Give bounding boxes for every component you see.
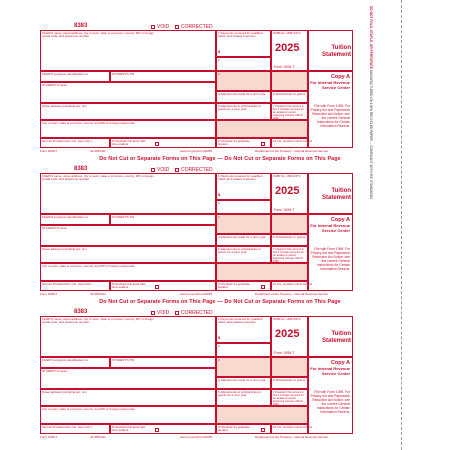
- box10[interactable]: [271, 281, 313, 291]
- box3-extension: [271, 214, 308, 234]
- form-title: Tuition Statement: [321, 45, 351, 58]
- box9-checkbox[interactable]: [261, 428, 265, 432]
- box2[interactable]: [216, 343, 271, 357]
- box5[interactable]: [271, 91, 308, 103]
- box9-label: 9 Checked if a graduate student: [218, 282, 250, 290]
- student-name-label: STUDENT'S name: [42, 369, 68, 373]
- box6[interactable]: [216, 246, 271, 263]
- box5[interactable]: [271, 234, 308, 246]
- do-not-cut-banner-1: Do Not Cut or Separate Forms on This Page — Do Not Cut or Separate Forms on This Page: [99, 156, 341, 162]
- year-box: [271, 316, 308, 357]
- box2-label: 2: [218, 201, 220, 205]
- footer-form: Form 1098-T: [40, 292, 58, 296]
- footer-dept: Department of the Treasury - Internal Revenue Service: [255, 149, 328, 153]
- box7[interactable]: [271, 246, 308, 263]
- dollar-sign: $: [218, 192, 221, 197]
- corrected-label: CORRECTED: [181, 167, 213, 173]
- dollar-sign: $: [218, 49, 221, 54]
- filer-info-label: FILER'S name, street address, city or town, state or province, country, ZIP or foreign postal code, and telephone number: [42, 31, 154, 39]
- box6[interactable]: [216, 103, 271, 120]
- box1[interactable]: [216, 30, 271, 57]
- corrected-label: CORRECTED: [181, 24, 213, 30]
- omb-number: OMB No. 1545-1574: [273, 174, 301, 178]
- street-label: Street address (including apt. no.): [42, 247, 88, 251]
- box5-label: 5 Scholarships or grants: [273, 92, 306, 96]
- box3: [216, 214, 271, 234]
- service-acct-label: Service Provider/Acct. No. (see instr.): [42, 425, 92, 429]
- box5[interactable]: [271, 377, 308, 389]
- box3-extension: [271, 71, 308, 91]
- box4-label: 4 Adjustments made for a prior year: [218, 92, 266, 96]
- reserved-box: [216, 406, 308, 424]
- box8[interactable]: [110, 424, 216, 434]
- copy-box: [308, 71, 353, 148]
- omb-number: OMB No. 1545-1574: [273, 317, 301, 321]
- tax-year: 2025: [275, 42, 300, 54]
- form-name: Form 1098-T: [274, 351, 295, 355]
- box5-label: 5 Scholarships or grants: [273, 378, 306, 382]
- student-name-label: STUDENT'S name: [42, 83, 68, 87]
- box10-label: 10 Ins. contract reimb./refund: [273, 282, 313, 286]
- title-box: [308, 173, 353, 214]
- privacy-notice: File with Form 1096. For Privacy Act and Paperwork Reduction Act Notice, see the current General Instructions for Certain Information Returns.: [310, 104, 350, 128]
- box3: [216, 357, 271, 377]
- corrected-checkbox[interactable]: [175, 168, 179, 172]
- footer-url: www.irs.gov/Form1098T: [180, 292, 213, 296]
- filer-ein-box[interactable]: [40, 357, 110, 368]
- filer-info-label: FILER'S name, street address, city or town, state or province, country, ZIP or foreign postal code, and telephone number: [42, 317, 154, 325]
- year-box: [271, 173, 308, 214]
- copy-label: Copy A: [330, 360, 350, 366]
- box7-label: 7 Checked if the amount in box 1 includes amounts for an academic period beginning January–March 2026: [273, 105, 304, 120]
- box6[interactable]: [216, 389, 271, 406]
- box8-checkbox[interactable]: [155, 428, 159, 432]
- box1[interactable]: [216, 173, 271, 200]
- city-box[interactable]: [40, 120, 216, 138]
- service-acct-label: Service Provider/Acct. No. (see instr.): [42, 282, 92, 286]
- box2[interactable]: [216, 57, 271, 71]
- filer-ein-label: FILER'S employer identification no.: [42, 215, 89, 219]
- box10-label: 10 Ins. contract reimb./refund: [273, 139, 313, 143]
- form-code: 8383: [74, 166, 88, 172]
- omb-number: OMB No. 1545-1574: [273, 31, 301, 35]
- student-tin-label: STUDENT'S TIN: [112, 358, 135, 362]
- box7-label: 7 Checked if the amount in box 1 includes amounts for an academic period beginning January–March 2026: [273, 248, 304, 263]
- footer-url: www.irs.gov/Form1098T: [180, 435, 213, 439]
- street-address-box[interactable]: [40, 246, 216, 263]
- box3: [216, 71, 271, 91]
- perforation-line: [401, 0, 402, 450]
- box3-label: 3: [218, 72, 220, 76]
- box10-label: 10 Ins. contract reimb./refund: [273, 425, 313, 429]
- box9-label: 9 Checked if a graduate student: [218, 139, 250, 147]
- box10[interactable]: [271, 138, 313, 148]
- form-code: 8383: [74, 23, 88, 29]
- city-label: City or town, state or province, country, and ZIP or foreign postal code: [42, 121, 135, 125]
- footer-dept: Department of the Treasury - Internal Revenue Service: [255, 435, 328, 439]
- form-1098t-copy-a: [40, 163, 396, 296]
- box6-label: 6 Adjustments to scholarships or grants for a prior year: [218, 104, 262, 112]
- box4[interactable]: [216, 234, 271, 246]
- footer-form: Form 1098-T: [40, 435, 58, 439]
- for-irs-label: For Internal Revenue Service Center: [310, 223, 350, 233]
- form-name: Form 1098-T: [274, 65, 295, 69]
- street-label: Street address (including apt. no.): [42, 104, 88, 108]
- box6-label: 6 Adjustments to scholarships or grants for a prior year: [218, 247, 262, 255]
- box8-checkbox[interactable]: [155, 142, 159, 146]
- box2-label: 2: [218, 344, 220, 348]
- void-checkbox[interactable]: [151, 25, 155, 29]
- box8[interactable]: [110, 138, 216, 148]
- form-1098t-copy-a: [40, 20, 396, 153]
- form-name: Form 1098-T: [274, 208, 295, 212]
- street-label: Street address (including apt. no.): [42, 390, 88, 394]
- student-name-box[interactable]: [40, 82, 216, 103]
- box10[interactable]: [271, 424, 313, 434]
- box9[interactable]: [216, 281, 271, 291]
- service-acct-box[interactable]: [40, 138, 110, 148]
- student-tin-box[interactable]: [110, 357, 216, 368]
- service-acct-box[interactable]: [40, 281, 110, 291]
- filer-ein-box[interactable]: [40, 71, 110, 82]
- student-tin-label: STUDENT'S TIN: [112, 215, 135, 219]
- filer-info-box[interactable]: [40, 173, 216, 214]
- void-label: VOID: [157, 310, 170, 316]
- side-warning: DO NOT FOLD, STAPLE, OR PERFORATE: [369, 6, 373, 69]
- year-box: [271, 30, 308, 71]
- box4[interactable]: [216, 91, 271, 103]
- dollar-sign: $: [218, 335, 221, 340]
- filer-ein-label: FILER'S employer identification no.: [42, 72, 89, 76]
- box3-label: 3: [218, 358, 220, 362]
- for-irs-label: For Internal Revenue Service Center: [310, 80, 350, 90]
- box3-extension: [271, 357, 308, 377]
- copy-box: [308, 214, 353, 291]
- filer-ein-label: FILER'S employer identification no.: [42, 358, 89, 362]
- box1-label: 1 Payments received for qualified tuition and related expenses: [218, 31, 263, 39]
- do-not-cut-banner-2: Do Not Cut or Separate Forms on This Page — Do Not Cut or Separate Forms on This Page: [99, 299, 341, 305]
- city-box[interactable]: [40, 406, 216, 424]
- city-label: City or town, state or province, country, and ZIP or foreign postal code: [42, 264, 135, 268]
- filer-info-box[interactable]: [40, 30, 216, 71]
- student-name-box[interactable]: [40, 368, 216, 389]
- copy-label: Copy A: [330, 74, 350, 80]
- box8[interactable]: [110, 281, 216, 291]
- form-title: Tuition Statement: [321, 188, 351, 201]
- tax-year: 2025: [275, 328, 300, 340]
- void-label: VOID: [157, 167, 170, 173]
- box8-label: 8 Checked if at least half-time student: [112, 139, 146, 147]
- reserved-box: [216, 263, 308, 281]
- student-tin-box[interactable]: [110, 214, 216, 225]
- box2[interactable]: [216, 200, 271, 214]
- box9-checkbox[interactable]: [261, 285, 265, 289]
- corrected-label: CORRECTED: [181, 310, 213, 316]
- title-box: [308, 30, 353, 71]
- box1[interactable]: [216, 316, 271, 343]
- box5-label: 5 Scholarships or grants: [273, 235, 306, 239]
- footer-cat: 41-0653411: [90, 149, 106, 153]
- footer-cat: 41-0653411: [90, 435, 106, 439]
- student-tin-label: STUDENT'S TIN: [112, 72, 135, 76]
- filer-info-label: FILER'S name, street address, city or town, state or province, country, ZIP or foreign postal code, and telephone number: [42, 174, 154, 182]
- corrected-checkbox[interactable]: [175, 311, 179, 315]
- box3-label: 3: [218, 215, 220, 219]
- box7[interactable]: [271, 103, 308, 120]
- footer-form: Form 1098-T: [40, 149, 58, 153]
- footer-dept: Department of the Treasury - Internal Revenue Service: [255, 292, 328, 296]
- privacy-notice: File with Form 1096. For Privacy Act and Paperwork Reduction Act Notice, see the current General Instructions for Certain Information Returns.: [310, 247, 350, 271]
- city-box[interactable]: [40, 263, 216, 281]
- corrected-checkbox[interactable]: [175, 25, 179, 29]
- box9[interactable]: [216, 424, 271, 434]
- privacy-notice: File with Form 1096. For Privacy Act and Paperwork Reduction Act Notice, see the current General Instructions for Certain Information Returns.: [310, 390, 350, 414]
- box8-label: 8 Checked if at least half-time student: [112, 282, 146, 290]
- tax-year: 2025: [275, 185, 300, 197]
- box4[interactable]: [216, 377, 271, 389]
- box7[interactable]: [271, 389, 308, 406]
- service-acct-box[interactable]: [40, 424, 110, 434]
- form-code: 8383: [74, 309, 88, 315]
- form-title: Tuition Statement: [321, 331, 351, 344]
- footer-url: www.irs.gov/Form1098T: [180, 149, 213, 153]
- void-checkbox[interactable]: [151, 168, 155, 172]
- copy-box: [308, 357, 353, 434]
- copy-label: Copy A: [330, 217, 350, 223]
- box9[interactable]: [216, 138, 271, 148]
- void-checkbox[interactable]: [151, 311, 155, 315]
- box8-label: 8 Checked if at least half-time student: [112, 425, 146, 433]
- street-address-box[interactable]: [40, 389, 216, 406]
- footer-cat: 41-0653411: [90, 292, 106, 296]
- box4-label: 4 Adjustments made for a prior year: [218, 235, 266, 239]
- box7-label: 7 Checked if the amount in box 1 includes amounts for an academic period beginning January–March 2026: [273, 391, 304, 406]
- student-name-label: STUDENT'S name: [42, 226, 68, 230]
- box8-checkbox[interactable]: [155, 285, 159, 289]
- reserved-box: [216, 120, 308, 138]
- title-box: [308, 316, 353, 357]
- filer-info-box[interactable]: [40, 316, 216, 357]
- box2-label: 2: [218, 58, 220, 62]
- for-irs-label: For Internal Revenue Service Center: [310, 366, 350, 376]
- form-1098t-copy-a: [40, 306, 396, 439]
- box6-label: 6 Adjustments to scholarships or grants for a prior year: [218, 390, 262, 398]
- void-label: VOID: [157, 24, 170, 30]
- city-label: City or town, state or province, country, and ZIP or foreign postal code: [42, 407, 135, 411]
- box4-label: 4 Adjustments made for a prior year: [218, 378, 266, 382]
- box9-label: 9 Checked if a graduate student: [218, 425, 250, 433]
- street-address-box[interactable]: [40, 103, 216, 120]
- side-manufacture-note: MANUFACTURED ON 100% RECYCLED PAPER ... COMPLIANT WITH IRS STANDARDS: [369, 69, 373, 200]
- student-tin-box[interactable]: [110, 71, 216, 82]
- filer-ein-box[interactable]: [40, 214, 110, 225]
- box1-label: 1 Payments received for qualified tuition and related expenses: [218, 174, 263, 182]
- box9-checkbox[interactable]: [261, 142, 265, 146]
- service-acct-label: Service Provider/Acct. No. (see instr.): [42, 139, 92, 143]
- box1-label: 1 Payments received for qualified tuition and related expenses: [218, 317, 263, 325]
- student-name-box[interactable]: [40, 225, 216, 246]
